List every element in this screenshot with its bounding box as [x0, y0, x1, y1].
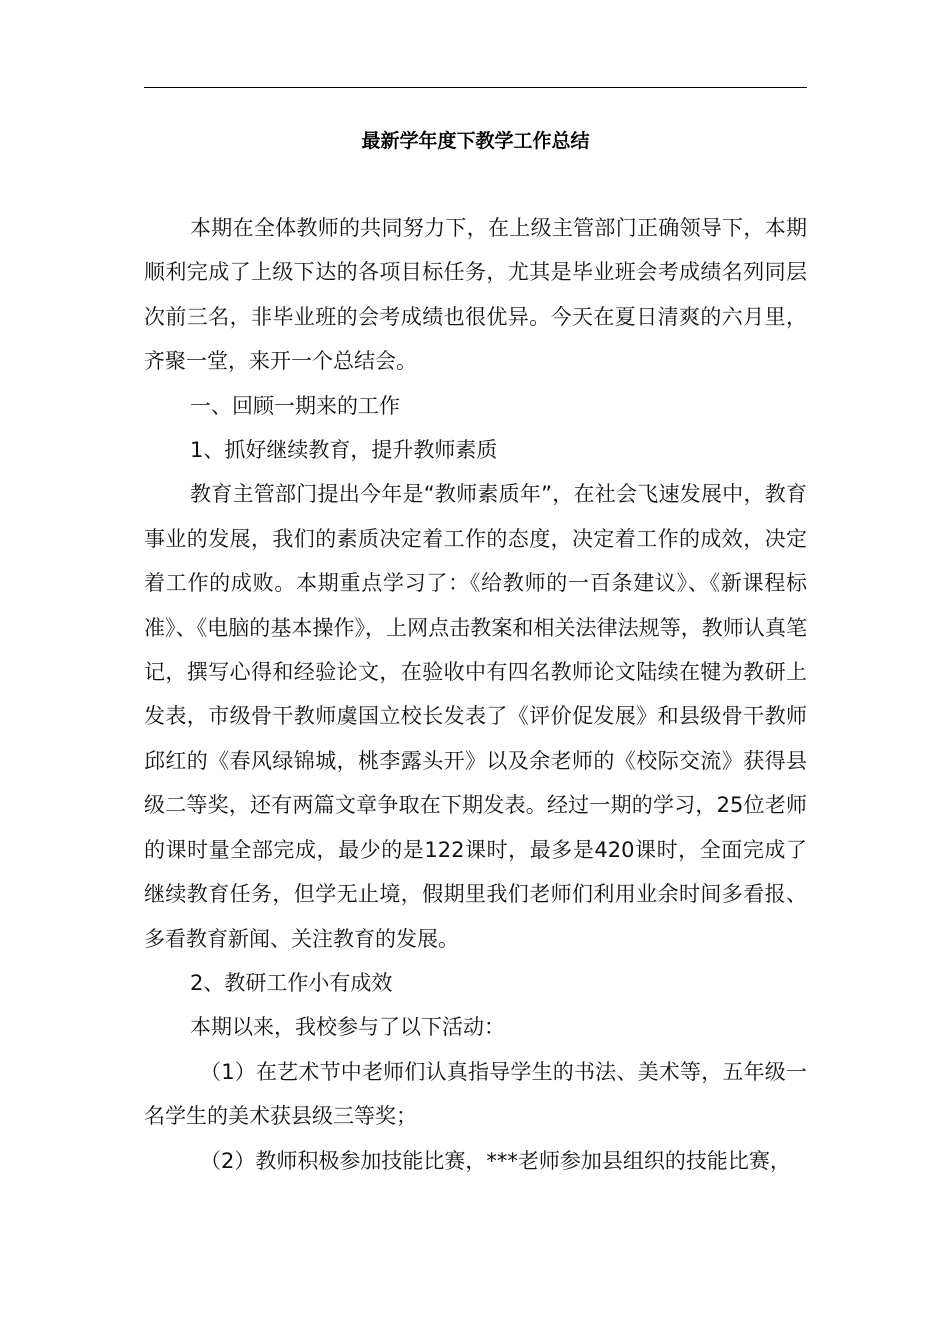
activity-item-2: （2）教师积极参加技能比赛，***老师参加县组织的技能比赛，: [200, 1148, 791, 1173]
activity-item-1: （1）在艺术节中老师们认真指导学生的书法、美术等，五年级一名学生的美术获县级三等奖；: [144, 1059, 807, 1129]
document-title: 最新学年度下教学工作总结: [361, 130, 590, 152]
subheading-teaching-research: 2、教研工作小有成效: [190, 970, 393, 995]
header-rule: [144, 87, 807, 88]
section-heading-review: 一、回顾一期来的工作: [190, 393, 400, 418]
subheading-continuing-education: 1、抓好继续教育，提升教师素质: [190, 438, 498, 463]
continuing-education-paragraph: 教育主管部门提出今年是“教师素质年”，在社会飞速发展中，教育事业的发展，我们的素质决定着工作的态度，决定着工作的成效，决定着工作的成败。本期重点学习了：《给教师的一百条建议》、《新课程标准》、《电脑的基本操作》，上网点击教案和相关法律法规等，教师认真笔记，撰写心得和经验论文，在验收中有四名教师论文陆续在犍为教研上发表，市级骨干教师虞国立校长发表了《评价促发展》和县级骨干教师邱红的《春风绿锦城，桃李露头开》以及余老师的《校际交流》获得县级二等奖，还有两篇文章争取在下期发表。经过一期的学习，25位老师的课时量全部完成，最少的是122课时，最多是420课时，全面完成了继续教育任务，但学无止境，假期里我们老师们利用业余时间多看报、多看教育新闻、关注教育的发展。: [144, 482, 807, 951]
activities-intro: 本期以来，我校参与了以下活动：: [190, 1015, 505, 1040]
intro-paragraph: 本期在全体教师的共同努力下，在上级主管部门正确领导下，本期顺利完成了上级下达的各项目标任务，尤其是毕业班会考成绩名列同层次前三名，非毕业班的会考成绩也很优异。今天在夏日清爽的六月里，齐聚一堂，来开一个总结会。: [144, 216, 807, 374]
document-body: [144, 206, 807, 1183]
